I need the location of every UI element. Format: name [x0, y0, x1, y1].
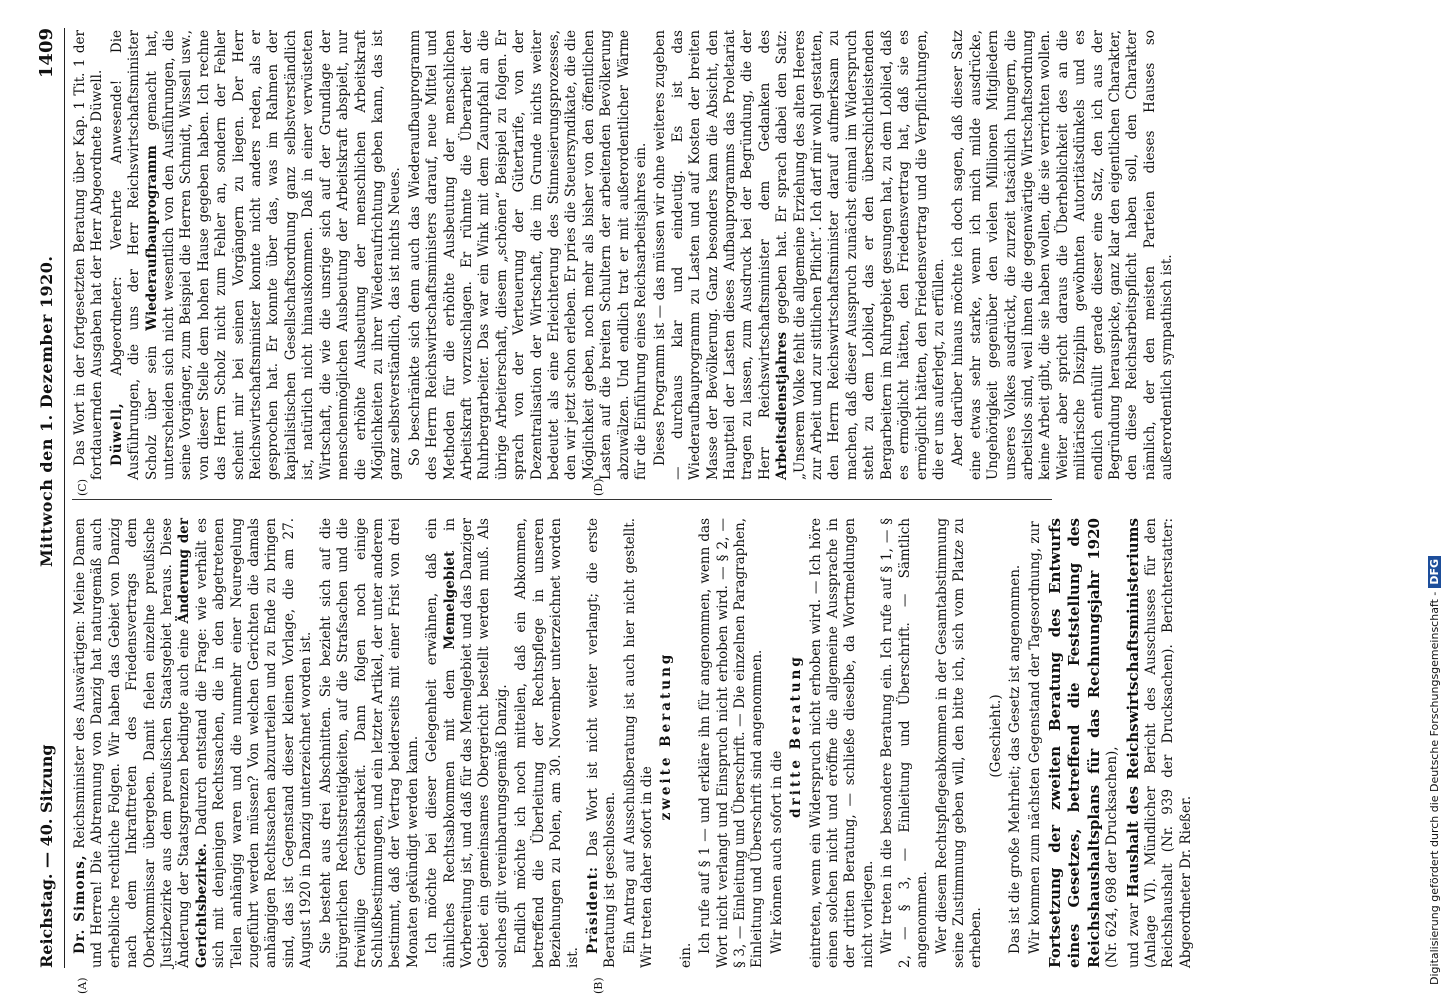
- emphasis-text: Änderung der Gerichtsbezirke.: [176, 517, 210, 968]
- paragraph: Endlich möchte ich noch mitteilen, daß ein Abkommen, betreffend die Überleitung der Rechtspflege in unseren Beziehungen zu Polen, am 30. November unterzeichnet worden ist.: [513, 518, 582, 968]
- paragraph: [72, 518, 316, 968]
- agenda-ref: (Nr. 624, 698 der Drucksachen),: [1104, 746, 1121, 968]
- paragraph-text: Ich möchte bei dieser Gelegenheit erwähnen, daß ein ähnliches Rechtsabkommen mit dem: [424, 518, 458, 968]
- emphasis-text: Arbeitsdienstjahres: [774, 331, 791, 480]
- page-number: 1409: [35, 28, 57, 79]
- paragraph: eintreten, wenn ein Widerspruch nicht erhoben wird. — Ich höre einen solchen nicht und eröffne die allgemeine Aussprache in der dritten Beratung, — schließe dieselbe, da Wortmeldungen nicht vorliegen.: [807, 518, 876, 968]
- agenda-ref: (Anlage VI). Mündlicher Bericht des Ausschusses für den Reichshaushalt (Nr. 939 der Drucksachen). Berichterstatter: Abgeordneter Dr. Rießer.: [1142, 518, 1194, 968]
- paragraph: Aber darüber hinaus möchte ich doch sagen, daß dieser Satz eine etwas sehr starke, wenn ich mich milde ausdrücke, Ungehörigkeit gegenüber den vielen Millionen Mitgliedern unseres Volkes ausdrückt, die zurzeit tatsächlich hungern, die arbeitslos sind, weil ihnen die gegenwärtige Wirtschaftsordnung keine Arbeit gibt, die sie haben wollen, die sie verrichten wollen. Weiter aber spricht daraus die Überheblichkeit des an die militärische Disziplin gewöhnten Autoritätsdünkels und es endlich enthüllt gerade dieser eine Satz, den ich aus der Begründung herauspicke, ganz klar den eigentlichen Charakter, den diese Reichsarbeitspflicht haben soll, den Charakter nämlich, der den meisten Parteien dieses Hauses so außerordentlich sympathisch ist.: [950, 30, 1176, 480]
- column-divider: [72, 499, 1052, 500]
- paragraph-text: Dadurch entstand die Frage: wie verhält es sich mit denjenigen Rechtssachen, die in den abgetretenen Teilen anhängig waren und die nunmehr einer Neuregelung zugeführt werden müssen? Von welchen Gerichten die damals anhängigen Rechtssachen abzuurteilen und zu Ende zu bringen sind, das ist Gegenstand dieser kleinen Vorlage, die am 27. August 1920 in Danzig unterzeichnet worden ist.: [193, 517, 315, 968]
- margin-mark-d: (D): [592, 478, 605, 496]
- paragraph: [109, 30, 405, 480]
- header-left: Reichstag. — 40. Sitzung: [36, 744, 56, 968]
- paragraph: Wir kommen zum nächsten Gegenstand der Tagesordnung, zur: [1026, 521, 1043, 954]
- paragraph: (Geschieht.): [987, 694, 1004, 778]
- speaker-name: Düwell,: [108, 402, 125, 466]
- speaker-name: Präsident:: [584, 866, 601, 954]
- two-column-body: [72, 28, 1372, 994]
- paragraph: Wir können auch sofort in die: [768, 750, 785, 954]
- agenda-title: Haushalt des Reichswirtschaftsministeriums: [1123, 518, 1142, 898]
- agenda-title: Fortsetzung der zweiten Beratung des Entwurfs eines Gesetzes, betreffend die Feststellung des Reichshaushaltsplans für das Rechnungsjahr 1920: [1045, 518, 1103, 968]
- paragraph: Das ist die große Mehrheit; das Gesetz ist angenommen.: [1007, 564, 1024, 954]
- paragraph-text: Dieses Programm ist — das müssen wir ohne weiteres zugeben — durchaus klar und eindeutig. Es ist das Wiederaufbauprogramm zu Lasten und auf Kosten der breiten Masse der Bevölkerung. Ganz besonders kam die Absicht, den Hauptteil der Lasten dieses Aufbauprogramms das Proletariat tragen zu lassen, zum Ausdruck bei der Begründung, die der Herr Reichswirtschaftsminister dem Gedanken des: [652, 30, 773, 480]
- paragraph: Ein Antrag auf Ausschußberatung ist auch hier nicht gestellt. Wir treten daher sofort in die: [621, 518, 655, 968]
- page-header: [28, 28, 65, 968]
- rotated-page-content: [28, 28, 1428, 994]
- paragraph-text: in Vorbereitung ist, und daß für das Memelgebiet und das Danziger Gebiet ein gemeinsames Obergericht bestellt werden muß. Als solches gilt vereinbarungsgemäß Danzig.: [441, 518, 510, 968]
- agenda-item: [1046, 518, 1122, 968]
- section-heading: dritte Beratung: [788, 654, 805, 818]
- dfg-logo: DFG: [1428, 556, 1441, 588]
- paragraph: Ich rufe auf § 1 — und erkläre ihn für angenommen, wenn das Wort nicht verlangt und Einspruch nicht erhoben wird. — § 2, — § 3, — Einleitung und Überschrift. — Die einzelnen Paragraphen, Einleitung und Überschrift sind angenommen.: [697, 518, 766, 968]
- emphasis-text: Wiederaufbauprogramm: [143, 145, 160, 331]
- paragraph: ein.: [677, 942, 694, 968]
- right-column: [72, 30, 1362, 480]
- paragraph: [585, 518, 620, 968]
- margin-mark-a: (A): [76, 977, 89, 994]
- paragraph-text: Abgeordneter: Verehrte Anwesende! Die Ausführungen, die uns der Herr Reichswirtschaftsminister Scholz über sein: [108, 30, 160, 480]
- digitization-credit: [1413, 10, 1441, 990]
- credit-text: Digitalisierung gefördert durch die Deutsche Forschungsgemeinschaft -: [1428, 591, 1441, 985]
- emphasis-text: Memelgebiet: [441, 550, 458, 650]
- paragraph: [424, 518, 511, 968]
- paragraph-text: Reichsminister des Auswärtigen: Meine Damen und Herren! Die Abtrennung von Danzig hat naturgemäß auch erhebliche rechtliche Folgen. Wir haben das Gebiet von Danzig nach dem Inkrafttreten des Friedensvertrags dem Oberkommissar übergeben. Damit fielen einzelne preußische Justizbezirke aus dem preußischen Staatsgebiet heraus. Diese Änderung der Staatsgrenzen bedingte auch eine: [72, 518, 193, 968]
- paragraph: Wir treten in die besondere Beratung ein. Ich rufe auf § 1, — § 2, — § 3, — Einleitung und Überschrift. — Sämtlich angenommen.: [879, 518, 931, 968]
- margin-mark-c: (C): [76, 479, 89, 496]
- paragraph-text: Das Wort ist nicht weiter verlangt; die erste Beratung ist geschlossen.: [584, 518, 619, 968]
- paragraph: Wer diesem Rechtspflegeabkommen in der Gesamtabstimmung seine Zustimmung geben will, den bitte ich, sich vom Platze zu erheben.: [933, 518, 985, 968]
- speaker-name: Dr. Simons,: [72, 854, 88, 954]
- left-column: [72, 518, 1362, 968]
- agenda-item: [1124, 518, 1196, 968]
- paragraph: So beschränkte sich denn auch das Wiederaufbauprogramm des Herrn Reichswirtschaftsministers darauf, neue Mittel und Methoden für die erhöhte Ausbeutung der menschlichen Arbeitskraft vorzuschlagen. Er rühmte die Überarbeit der Ruhrbergarbeiter. Das war ein Wink mit dem Zaunpfahl an die übrige Arbeiterschaft, diesem „schönen“ Beispiel zu folgen. Er sprach von der Verteuerung der Gütertarife, von der Dezentralisation der Wirtschaft, die im Grunde nichts weiter bedeutet als eine Erleichterung des Stinnesierungsprozesses, den wir jetzt schon erleben. Er pries die Steuersyndikate, die die Möglichkeit geben, noch mehr als bisher von den öffentlichen Lasten auf die breiten Schultern der arbeitenden Bevölkerung abzuwälzen. Und endlich trat er mit außerordentlicher Wärme für die Einführung eines Reichsarbeitsjahres ein.: [406, 30, 649, 480]
- paragraph: Das Wort in der fortgesetzten Beratung über Kap. 1 Tit. 1 der fortdauernden Ausgaben hat der Herr Abgeordnete Düwell.: [72, 30, 106, 480]
- paragraph: [652, 30, 948, 480]
- paragraph: Sie besteht aus drei Abschnitten. Sie bezieht sich auf die bürgerlichen Rechtsstreitigkeiten, auf die Strafsachen und die freiwillige Gerichtsbarkeit. Dann folgen noch einige Schlußbestimmungen, und ein letzter Artikel, der unter anderem bestimmt, daß der Vertrag beiderseits mit einer Frist von drei Monaten gekündigt werden kann.: [317, 518, 421, 968]
- margin-mark-b: (B): [592, 977, 605, 994]
- agenda-intro: und zwar: [1125, 903, 1142, 968]
- section-heading: zweite Beratung: [658, 651, 675, 821]
- header-date: Mittwoch den 1. Dezember 1920.: [36, 255, 56, 568]
- paragraph-text: gemacht hat, unterscheiden sich nicht wesentlich von den Ausführungen, die seine Vorgänger, zum Beispiel die Herren Schmidt, Wissell usw., von dieser Stelle dem hohen Hause gegeben haben. Ich rechne das Herrn Scholz nicht zum Fehler an, sondern der Fehler scheint mir bei seinen Vorgängern zu liegen. Der Herr Reichswirtschaftsminister konnte nicht anders reden, als er gesprochen hat. Er konnte über das, was im Rahmen der kapitalistischen Gesellschaftsordnung ganz selbstverständlich ist, natürlich nicht hinauskommen. Daß in einer verwüsteten Wirtschaft, die wie die unsrige sich auf der Grundlage der menschenmöglichen Ausbeutung der Arbeitskraft abspielt, nur die erhöhte Ausbeutung der menschlichen Arbeitskraft Möglichkeiten zu ihrer Wiederaufrichtung geben kann, das ist ganz selbstverständlich, das ist nichts Neues.: [143, 29, 404, 480]
- paragraph-text: gegeben hat. Er sprach dabei den Satz: „Unserem Volke fehlt die allgemeine Erziehung des alten Heeres zur Arbeit und zur sittlichen Pflicht“. Ich darf mir wohl gestatten, den Herrn Reichswirtschaftsminister darauf aufmerksam zu machen, daß dieser Ausspruch zunächst einmal im Widerspruch steht zu dem Loblied, das er den überschichtleistenden Bergarbeitern im Ruhrgebiet gesungen hat, zu dem Loblied, daß es ermöglicht hätten, den Friedensvertrag hat, daß sie es ermöglicht hätten, den Friedensvertrag und die Verpflichtungen, die er uns auferlegt, zu erfüllen.: [774, 30, 947, 480]
